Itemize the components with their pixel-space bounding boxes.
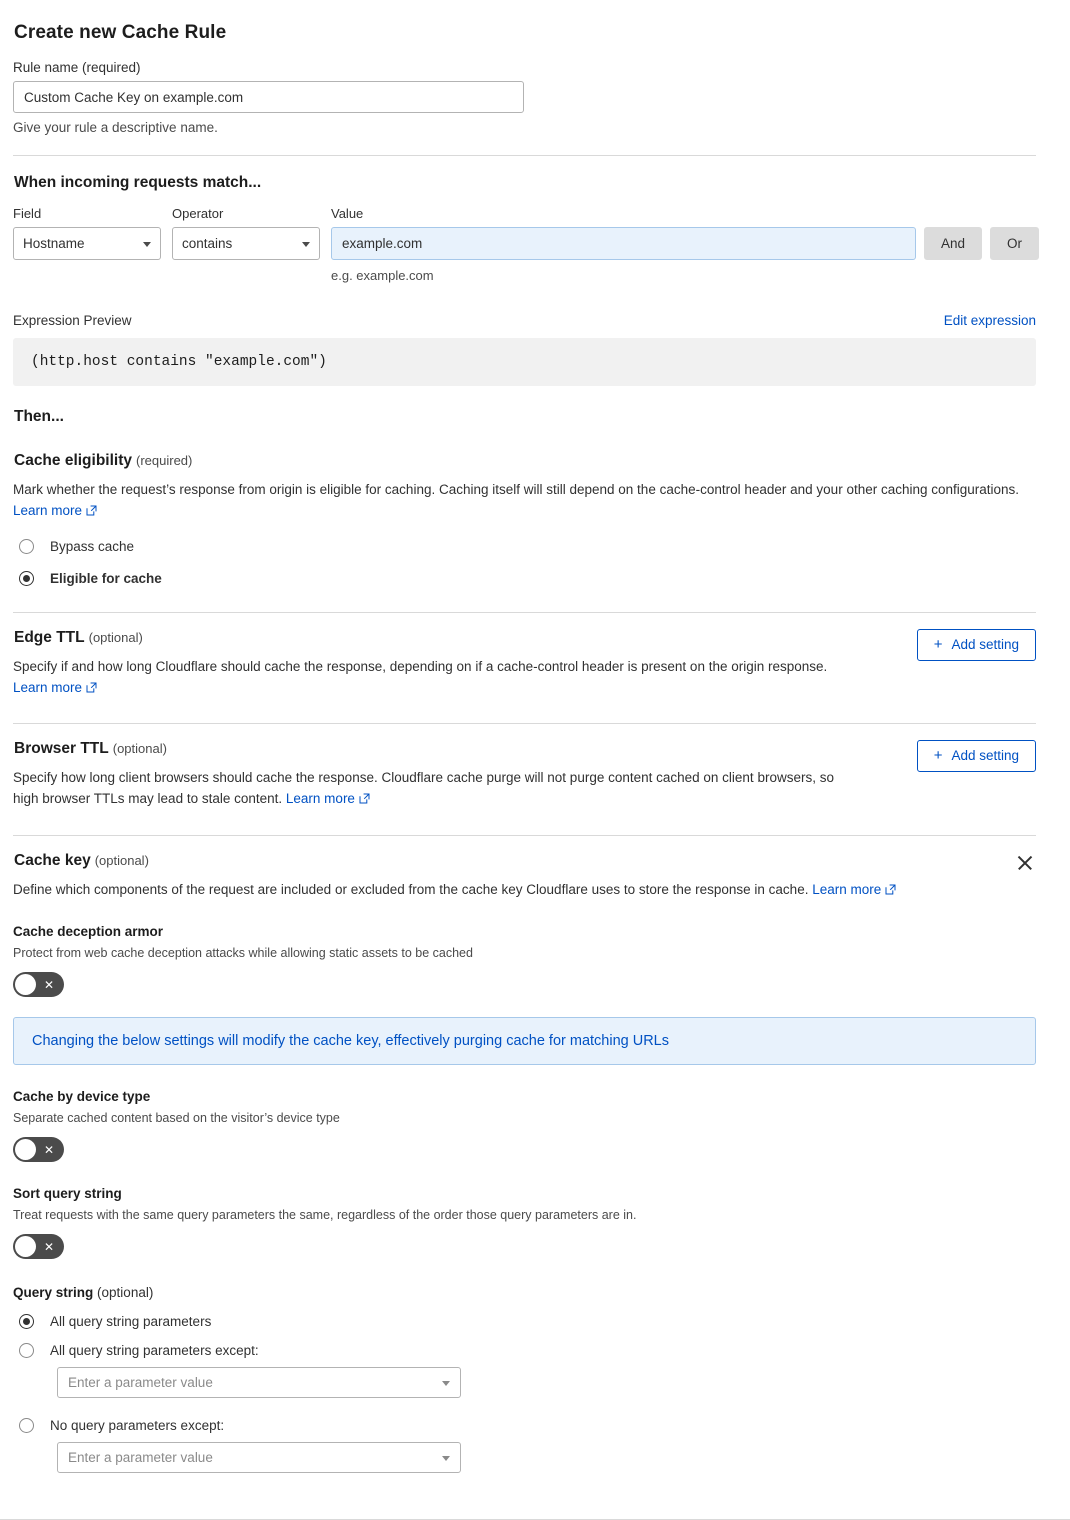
edge-ttl-optional: (optional) — [88, 629, 143, 645]
edit-expression-link[interactable]: Edit expression — [943, 313, 1036, 328]
match-row — [13, 206, 1036, 283]
browser-ttl-title — [14, 740, 843, 758]
edge-ttl-title-text: Edge TTL — [14, 628, 85, 646]
cache-key-notice: Changing the below settings will modify the cache key, effectively purging cache for matching URLs — [13, 1017, 1036, 1065]
field-column — [13, 206, 161, 260]
expression-header — [13, 313, 1036, 328]
plus-icon: + — [933, 636, 943, 654]
operator-select[interactable] — [172, 227, 320, 260]
query-string-title-text: Query string — [13, 1285, 94, 1301]
eligible-for-cache-option[interactable] — [13, 571, 1036, 586]
browser-ttl-optional: (optional) — [112, 740, 167, 756]
cache-key-description — [13, 880, 896, 901]
cache-key-title-text: Cache key — [14, 851, 91, 869]
eligible-for-cache-label: Eligible for cache — [50, 570, 162, 586]
cache-deception-armor-description: Protect from web cache deception attacks while allowing static assets to be cached — [13, 946, 473, 961]
query-string-optional: (optional) — [97, 1285, 154, 1301]
external-link-icon — [86, 505, 97, 516]
value-input[interactable] — [331, 227, 916, 260]
qs-none-except-option[interactable] — [13, 1418, 1036, 1433]
sort-query-string-title: Sort query string — [13, 1186, 122, 1202]
sort-query-string-description: Treat requests with the same query parameters the same, regardless of the order those query parameters are in. — [13, 1208, 637, 1223]
toggle-off-icon: ✕ — [43, 977, 54, 992]
expression-preview-box: (http.host contains "example.com") — [13, 338, 1036, 386]
rule-name-helper: Give your rule a descriptive name. — [13, 120, 218, 135]
chevron-down-icon — [442, 1456, 450, 1461]
qs-all-except-radio[interactable] — [19, 1343, 34, 1358]
qs-all-except-option[interactable] — [13, 1343, 1036, 1358]
qs-none-except-radio[interactable] — [19, 1418, 34, 1433]
cache-key-section — [13, 852, 1036, 901]
chevron-down-icon — [143, 242, 151, 247]
toggle-knob — [15, 1139, 36, 1160]
qs-none-except-label: No query parameters except: — [50, 1418, 225, 1434]
chevron-down-icon — [302, 242, 310, 247]
cache-key-optional: (optional) — [94, 852, 149, 868]
divider-4 — [13, 835, 1036, 836]
cache-key-title — [14, 852, 896, 870]
cache-eligibility-description-text: Mark whether the request’s response from origin is eligible for caching. Caching itself will still depend on the cache-control header and your other caching configurations. — [13, 482, 1020, 497]
field-label: Field — [13, 206, 42, 221]
and-or-buttons — [924, 206, 1039, 260]
rule-name-input[interactable] — [13, 81, 524, 113]
edge-ttl-section — [13, 629, 1036, 699]
divider-3 — [13, 723, 1036, 724]
browser-ttl-add-setting-button[interactable] — [917, 740, 1036, 772]
expression-preview-label: Expression Preview — [13, 313, 132, 328]
edge-ttl-description-text: Specify if and how long Cloudflare should cache the response, depending on if a cache-control header is present on the origin response. — [13, 658, 828, 674]
edge-ttl-title — [14, 629, 843, 647]
cache-eligibility-title-text: Cache eligibility — [14, 452, 133, 469]
qs-all-except-input[interactable] — [57, 1367, 461, 1398]
bypass-cache-radio[interactable] — [19, 539, 34, 554]
field-select-value: Hostname — [23, 236, 85, 251]
cache-eligibility-required: (required) — [136, 453, 193, 468]
and-button[interactable]: And — [924, 227, 982, 260]
page-title: Create new Cache Rule — [14, 22, 227, 43]
qs-none-except-input[interactable] — [57, 1442, 461, 1473]
browser-ttl-section — [13, 740, 1036, 810]
qs-none-except-placeholder: Enter a parameter value — [68, 1450, 213, 1466]
qs-all-params-label: All query string parameters — [50, 1314, 212, 1330]
cache-by-device-type-title: Cache by device type — [13, 1089, 151, 1105]
cache-deception-armor-title: Cache deception armor — [13, 924, 164, 940]
bypass-cache-label: Bypass cache — [50, 538, 135, 554]
cache-by-device-type-toggle[interactable] — [13, 1137, 64, 1162]
operator-column — [172, 206, 320, 260]
qs-all-except-label: All query string parameters except: — [50, 1343, 259, 1359]
cache-key-description-text: Define which components of the request are included or excluded from the cache key Cloudflare uses to store the response in cache. — [13, 881, 809, 897]
qs-all-params-radio[interactable] — [19, 1314, 34, 1329]
browser-ttl-text — [13, 740, 843, 810]
edge-ttl-text — [13, 629, 843, 699]
toggle-knob — [15, 1236, 36, 1257]
close-icon[interactable] — [1014, 852, 1036, 874]
qs-all-except-placeholder: Enter a parameter value — [68, 1375, 213, 1391]
external-link-icon — [359, 793, 370, 804]
sort-query-string-toggle[interactable] — [13, 1234, 64, 1259]
cache-key-text — [13, 852, 896, 901]
match-heading: When incoming requests match... — [14, 174, 262, 191]
browser-ttl-title-text: Browser TTL — [14, 739, 109, 757]
cache-deception-armor-toggle[interactable] — [13, 972, 64, 997]
qs-all-params-option[interactable] — [13, 1314, 1036, 1329]
value-help: e.g. example.com — [331, 268, 434, 283]
edge-ttl-description — [13, 657, 843, 699]
bypass-cache-option[interactable] — [13, 539, 1036, 554]
rule-name-label: Rule name (required) — [13, 60, 141, 75]
toggle-knob — [15, 974, 36, 995]
query-string-title — [13, 1285, 1036, 1300]
browser-ttl-description-text: Specify how long client browsers should cache the response. Cloudflare cache purge will not purge content cached on client browsers, so high browser TTLs may lead to stale content. — [13, 769, 834, 806]
or-button[interactable]: Or — [990, 227, 1039, 260]
browser-ttl-learn-more-link[interactable]: Learn more — [285, 790, 355, 806]
cache-eligibility-description — [13, 480, 1023, 522]
cache-key-learn-more-link[interactable]: Learn more — [812, 881, 882, 897]
then-heading: Then... — [14, 408, 64, 425]
toggle-off-icon: ✕ — [43, 1239, 54, 1254]
value-column — [331, 206, 916, 283]
toggle-off-icon: ✕ — [43, 1142, 54, 1157]
cache-by-device-type-description: Separate cached content based on the visitor’s device type — [13, 1111, 340, 1126]
eligible-for-cache-radio[interactable] — [19, 571, 34, 586]
cache-eligibility-learn-more-link[interactable]: Learn more — [13, 502, 83, 518]
external-link-icon — [885, 884, 896, 895]
chevron-down-icon — [442, 1381, 450, 1386]
plus-icon: + — [933, 747, 943, 765]
edge-ttl-add-setting-label: Add setting — [951, 637, 1019, 653]
value-label: Value — [331, 206, 364, 221]
external-link-icon — [86, 682, 97, 693]
divider-1 — [13, 155, 1036, 156]
rule-name-group — [13, 60, 1036, 135]
edge-ttl-learn-more-link[interactable]: Learn more — [13, 679, 83, 695]
edge-ttl-add-setting-button[interactable] — [917, 629, 1036, 661]
browser-ttl-description — [13, 768, 843, 810]
divider-2 — [13, 612, 1036, 613]
field-select[interactable] — [13, 227, 161, 260]
operator-select-value: contains — [182, 236, 233, 251]
browser-ttl-add-setting-label: Add setting — [951, 748, 1019, 764]
operator-label: Operator — [172, 206, 224, 221]
cache-eligibility-title — [14, 452, 1036, 470]
